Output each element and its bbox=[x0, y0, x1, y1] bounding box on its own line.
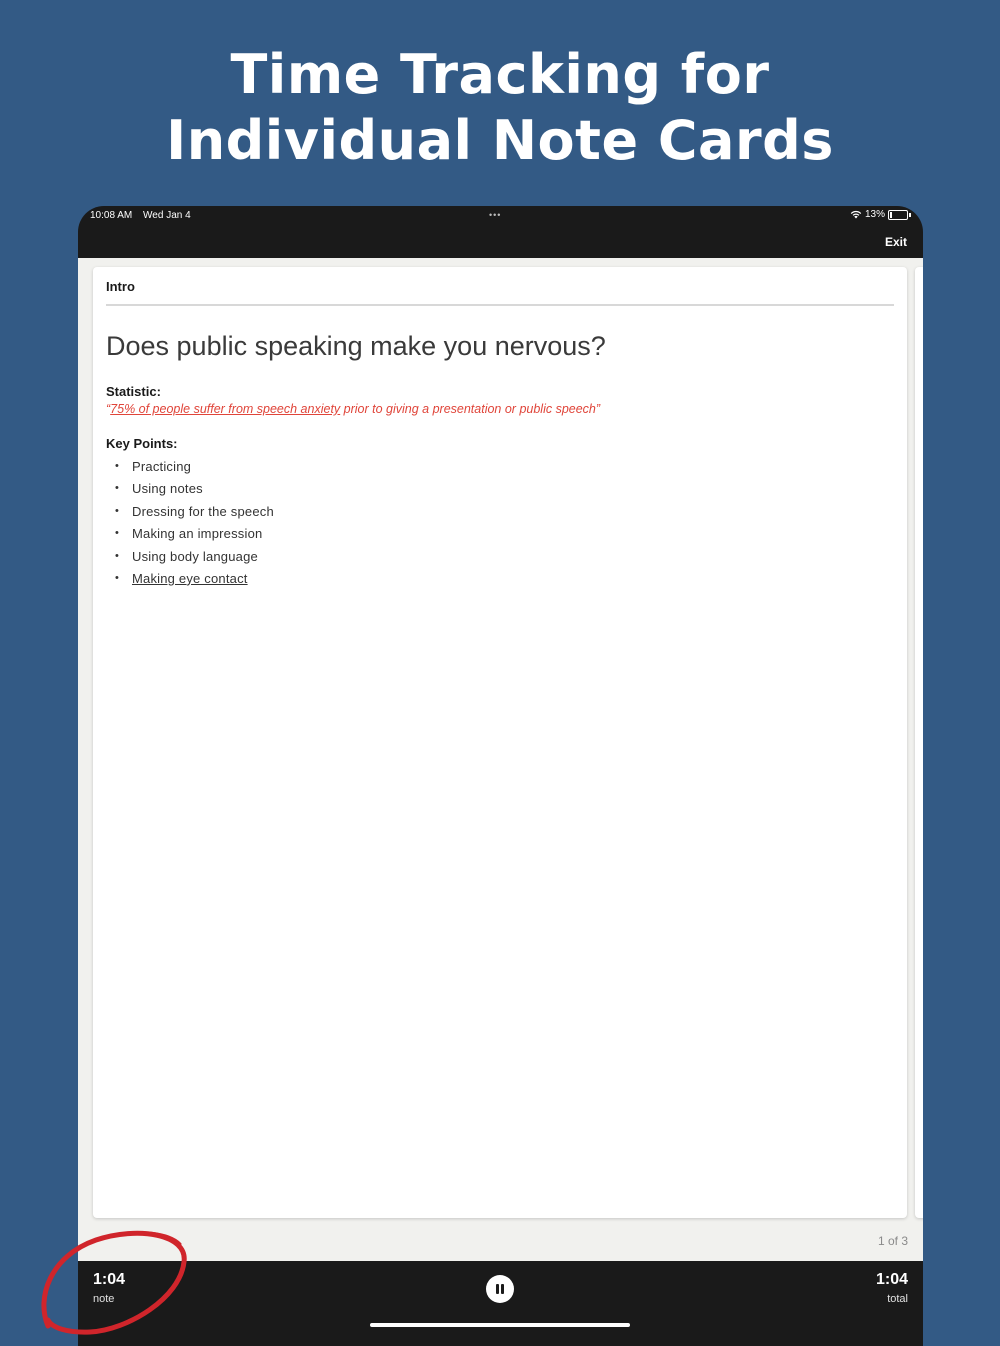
battery-tip bbox=[909, 213, 911, 217]
timer-bar bbox=[78, 1261, 923, 1346]
status-left bbox=[90, 210, 199, 221]
home-indicator[interactable] bbox=[370, 1323, 630, 1327]
keypoint-item bbox=[106, 548, 274, 570]
statistic-rest: prior to giving a presentation or public speech” bbox=[340, 402, 601, 416]
note-timer-label: note bbox=[93, 1293, 115, 1305]
bullet-icon: • bbox=[115, 571, 120, 584]
statistic-underlined: 75% of people suffer from speech anxiety bbox=[110, 402, 341, 416]
note-timer-value: 1:04 bbox=[93, 1271, 126, 1288]
wifi-icon bbox=[850, 210, 862, 219]
statistic-quote-open: “ bbox=[106, 402, 111, 416]
card-divider bbox=[106, 304, 894, 306]
statistic-text bbox=[106, 402, 600, 416]
keypoint-item bbox=[106, 525, 274, 547]
page-indicator: 1 of 3 bbox=[877, 1234, 908, 1248]
keypoint-item bbox=[106, 570, 274, 592]
keypoints-label: Key Points: bbox=[106, 436, 178, 451]
bullet-icon: • bbox=[115, 460, 120, 472]
keypoint-text: Using notes bbox=[132, 481, 203, 497]
status-date: Wed Jan 4 bbox=[143, 210, 191, 221]
note-timer bbox=[93, 1271, 125, 1305]
battery-icon bbox=[888, 210, 908, 220]
note-card[interactable] bbox=[93, 267, 907, 1218]
pause-icon bbox=[496, 1284, 499, 1294]
card-heading: Does public speaking make you nervous? bbox=[106, 331, 606, 361]
status-time: 10:08 AM bbox=[90, 210, 133, 221]
pause-icon bbox=[501, 1284, 504, 1294]
ipad-frame bbox=[78, 206, 923, 1346]
bullet-icon: • bbox=[115, 527, 120, 540]
keypoints-list bbox=[106, 458, 274, 592]
exit-button[interactable]: Exit bbox=[884, 235, 907, 249]
keypoint-text: Making eye contact bbox=[132, 570, 248, 586]
keypoint-text: Using body language bbox=[132, 548, 258, 564]
bullet-icon: • bbox=[115, 549, 120, 562]
total-timer-value: 1:04 bbox=[875, 1271, 908, 1288]
bullet-icon: • bbox=[115, 504, 120, 517]
promo-title-line-2: Individual Note Cards bbox=[166, 109, 834, 172]
next-card-peek[interactable] bbox=[915, 267, 923, 1218]
keypoint-item bbox=[106, 480, 274, 502]
promo-title-line-1: Time Tracking for bbox=[230, 43, 770, 106]
promo-title bbox=[0, 42, 1000, 174]
keypoint-item bbox=[106, 503, 274, 525]
note-card-viewer[interactable] bbox=[78, 258, 923, 1261]
bullet-icon: • bbox=[115, 482, 120, 495]
keypoint-item bbox=[106, 458, 274, 480]
pause-button[interactable] bbox=[486, 1275, 514, 1303]
total-timer bbox=[876, 1271, 908, 1305]
status-right bbox=[850, 209, 911, 220]
battery-percent: 13% bbox=[864, 209, 885, 220]
keypoint-text: Making an impression bbox=[132, 526, 263, 542]
multitasking-dots-icon[interactable]: ••• bbox=[489, 210, 502, 220]
total-timer-label: total bbox=[887, 1293, 908, 1305]
statistic-label: Statistic: bbox=[106, 384, 161, 399]
status-bar bbox=[78, 206, 923, 228]
keypoint-text: Practicing bbox=[132, 459, 192, 474]
card-title: Intro bbox=[106, 279, 135, 294]
keypoint-text: Dressing for the speech bbox=[132, 503, 274, 519]
